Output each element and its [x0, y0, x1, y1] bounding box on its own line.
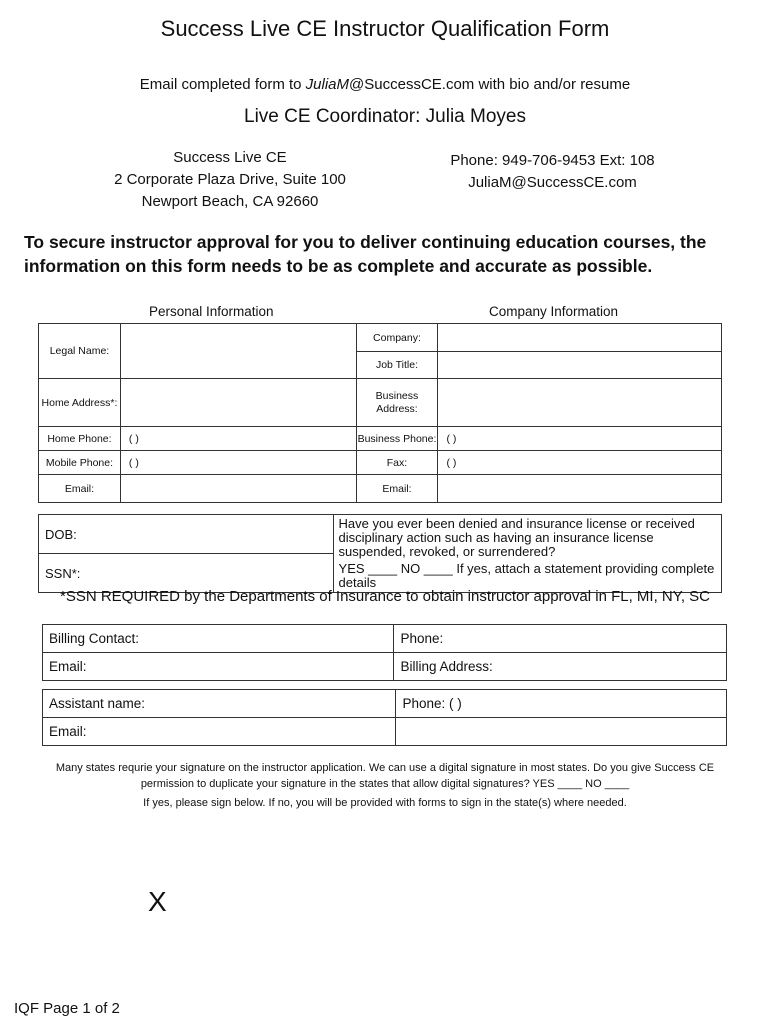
- assistant-blank-field[interactable]: [396, 718, 727, 746]
- business-address-label: Business Address:: [356, 379, 438, 427]
- business-address-field[interactable]: [438, 379, 722, 427]
- business-email-label: Email:: [356, 475, 438, 503]
- email-instruction: [0, 76, 770, 93]
- business-phone-field[interactable]: ( ): [438, 427, 722, 451]
- address-line-2: 2 Corporate Plaza Drive, Suite 100: [114, 171, 346, 188]
- business-phone-label: Business Phone:: [356, 427, 438, 451]
- page-footer: IQF Page 1 of 2: [14, 1000, 120, 1017]
- contact-phone: Phone: 949-706-9453 Ext: 108: [450, 152, 655, 169]
- fax-label: Fax:: [356, 451, 438, 475]
- billing-address-field[interactable]: Billing Address:: [394, 653, 727, 681]
- billing-table: [42, 624, 727, 681]
- assistant-phone-field[interactable]: Phone: ( ): [396, 690, 727, 718]
- dob-field[interactable]: DOB:: [39, 515, 334, 554]
- company-field[interactable]: [438, 324, 722, 352]
- email-prefix: Email completed form to: [139, 76, 306, 93]
- contact-email: JuliaM@SuccessCE.com: [468, 174, 637, 191]
- coordinator-line: Live CE Coordinator: Julia Moyes: [244, 106, 526, 127]
- email-rest: @SuccessCE.com: [349, 76, 475, 93]
- assistant-name-field[interactable]: Assistant name:: [43, 690, 396, 718]
- info-table: [38, 323, 722, 503]
- address-line-1: Success Live CE: [173, 149, 287, 166]
- home-address-field[interactable]: [120, 379, 356, 427]
- disciplinary-cell: [333, 515, 721, 593]
- address-line-3: Newport Beach, CA 92660: [141, 193, 319, 210]
- ssn-field[interactable]: SSN*:: [39, 554, 334, 593]
- email-suffix: with bio and/or resume: [474, 76, 631, 93]
- ssn-note: *SSN REQUIRED by the Departments of Insurance to obtain instructor approval in FL, MI, NY, SC: [59, 588, 710, 605]
- home-phone-label: Home Phone:: [39, 427, 121, 451]
- signature-permission-text: Many states requrie your signature on the instructor application. We can use a digital signature in most states. Do you give Success CE permission to duplicate your signature in the states that allow digital signatures? YES ____ NO ____: [55, 762, 715, 790]
- billing-phone-field[interactable]: Phone:: [394, 625, 727, 653]
- mobile-phone-label: Mobile Phone:: [39, 451, 121, 475]
- personal-email-field[interactable]: [120, 475, 356, 503]
- assistant-email-field[interactable]: Email:: [43, 718, 396, 746]
- billing-email-field[interactable]: Email:: [43, 653, 394, 681]
- dob-ssn-table: [38, 514, 722, 593]
- job-title-field[interactable]: [438, 352, 722, 379]
- disciplinary-question: Have you ever been denied and insurance license or received disciplinary action such as having an insurance license suspended, revoked, or surrendered?: [338, 516, 695, 559]
- assistant-table: [42, 689, 727, 746]
- billing-contact-field[interactable]: Billing Contact:: [43, 625, 394, 653]
- job-title-label: Job Title:: [356, 352, 438, 379]
- fax-field[interactable]: ( ): [438, 451, 722, 475]
- notice-text: To secure instructor approval for you to deliver continuing education courses, the information on this form needs to be as complete and accurate as possible.: [24, 232, 707, 276]
- legal-name-label: Legal Name:: [39, 324, 121, 379]
- email-italic: JuliaM: [305, 76, 350, 93]
- business-email-field[interactable]: [438, 475, 722, 503]
- personal-info-header: Personal Information: [149, 304, 274, 319]
- mobile-phone-field[interactable]: ( ): [120, 451, 356, 475]
- mailing-address: [90, 147, 370, 213]
- signature-instruction: If yes, please sign below. If no, you will be provided with forms to sign in the state(s) where needed.: [143, 797, 627, 809]
- form-title: Success Live CE Instructor Qualification Form: [160, 16, 610, 41]
- home-phone-field[interactable]: ( ): [120, 427, 356, 451]
- company-label: Company:: [356, 324, 438, 352]
- contact-info: [420, 150, 685, 194]
- disciplinary-answer[interactable]: YES ____ NO ____ If yes, attach a statement providing complete details: [338, 561, 715, 590]
- legal-name-field[interactable]: [120, 324, 356, 379]
- company-info-header: Company Information: [489, 304, 619, 319]
- personal-email-label: Email:: [39, 475, 121, 503]
- home-address-label: Home Address*:: [39, 379, 121, 427]
- signature-line[interactable]: X: [148, 886, 167, 917]
